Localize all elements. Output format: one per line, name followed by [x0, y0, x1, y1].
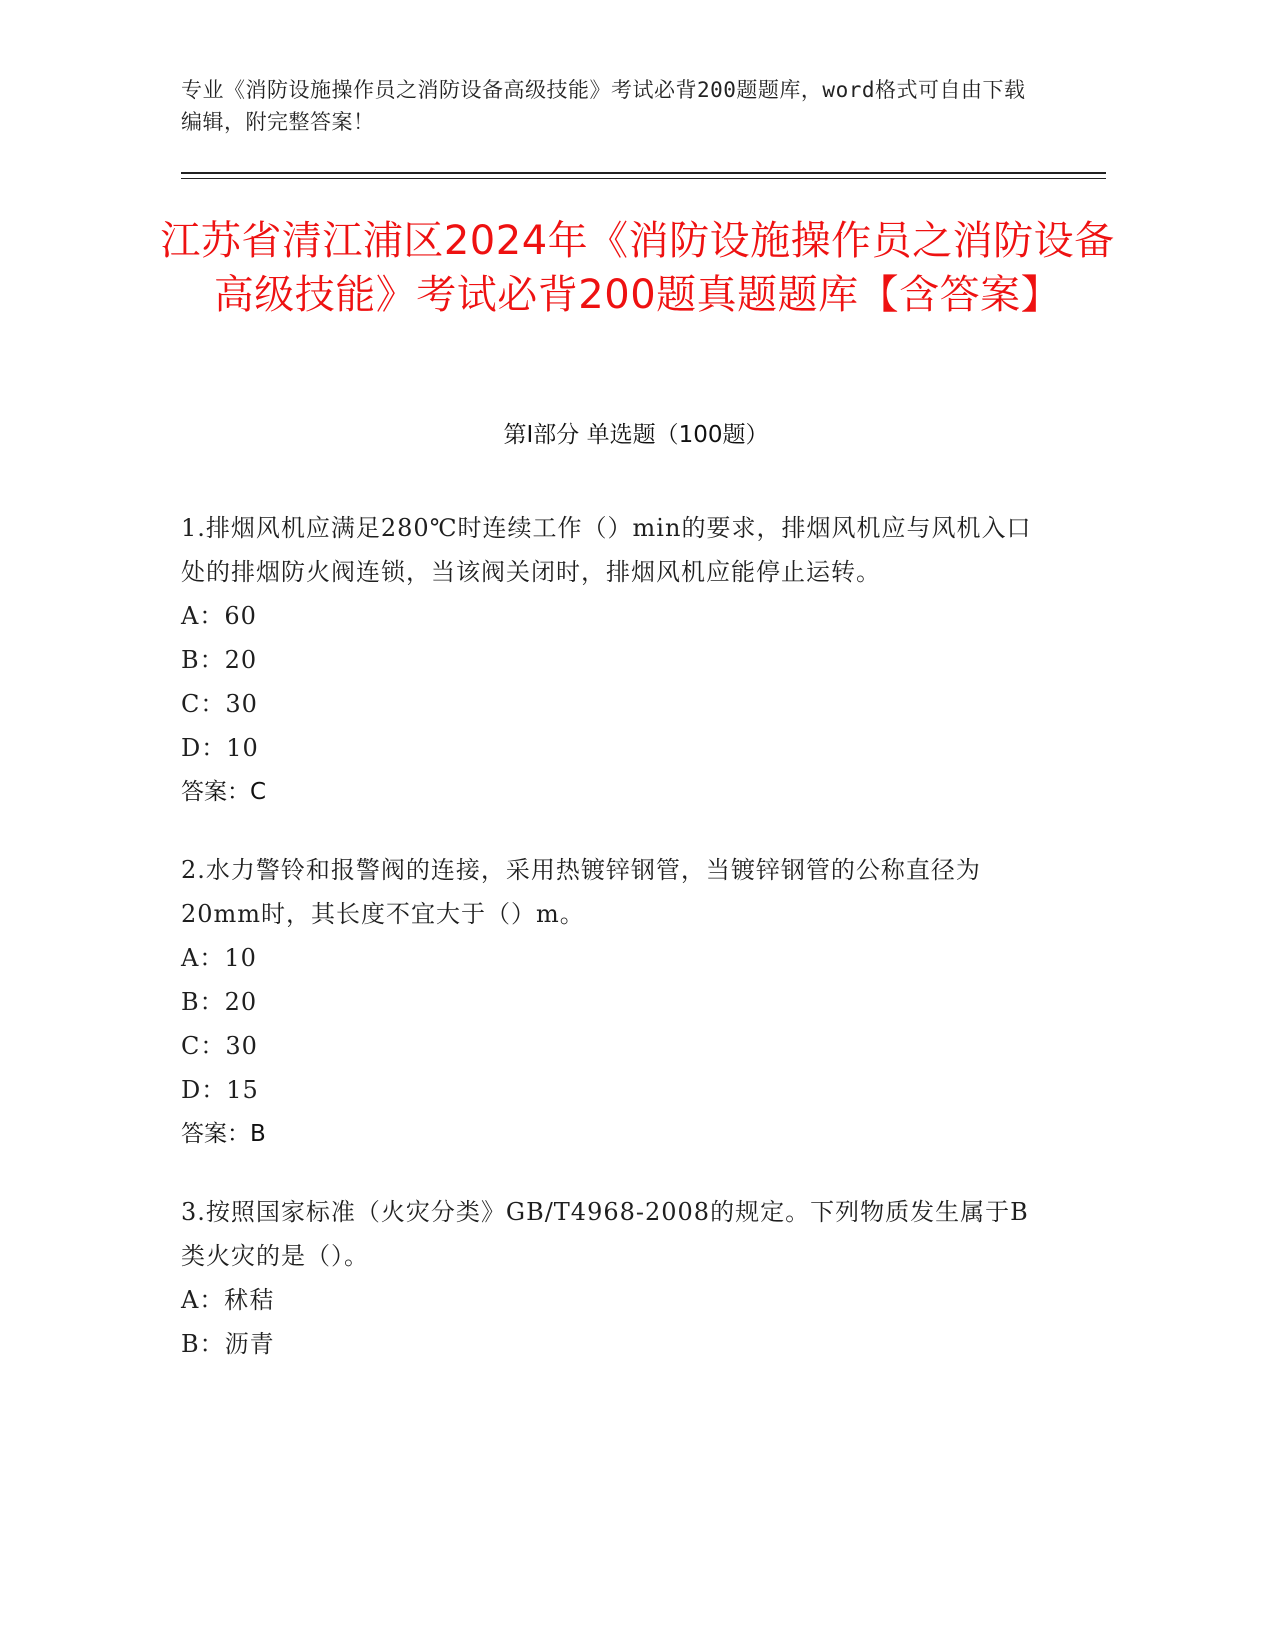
header-rule-thick	[181, 172, 1106, 174]
section-title: 第Ⅰ部分 单选题（100题）	[503, 422, 769, 448]
option-a: A：10	[181, 944, 257, 972]
question-list	[181, 506, 1041, 1400]
option-d: D：15	[181, 1076, 259, 1104]
question-1	[181, 506, 1041, 814]
question-3	[181, 1190, 1041, 1366]
question-2	[181, 848, 1041, 1156]
question-stem: 3.按照国家标准（火灾分类》GB/T4968-2008的规定。下列物质发生属于B类火灾的是（）。	[181, 1198, 1029, 1270]
option-b: B：20	[181, 646, 258, 674]
answer: 答案：B	[181, 1121, 266, 1147]
option-a: A：秫秸	[181, 1286, 275, 1314]
answer: 答案：C	[181, 779, 267, 805]
header-note: 专业《消防设施操作员之消防设备高级技能》考试必背200题题库，word格式可自由下载编辑，附完整答案！	[181, 78, 1026, 134]
header-rule-thin	[181, 178, 1106, 179]
option-a: A：60	[181, 602, 257, 630]
option-c: C：30	[181, 1032, 258, 1060]
document-title: 江苏省清江浦区2024年《消防设施操作员之消防设备高级技能》考试必背200题真题题库【含答案】	[160, 218, 1115, 318]
option-b: B：20	[181, 988, 258, 1016]
option-b: B：沥青	[181, 1330, 275, 1358]
option-d: D：10	[181, 734, 259, 762]
option-c: C：30	[181, 690, 258, 718]
question-stem: 1.排烟风机应满足280℃时连续工作（）min的要求，排烟风机应与风机入口处的排烟防火阀连锁，当该阀关闭时，排烟风机应能停止运转。	[181, 514, 1032, 586]
question-stem: 2.水力警铃和报警阀的连接，采用热镀锌钢管，当镀锌钢管的公称直径为20mm时，其长度不宜大于（）m。	[181, 856, 981, 928]
